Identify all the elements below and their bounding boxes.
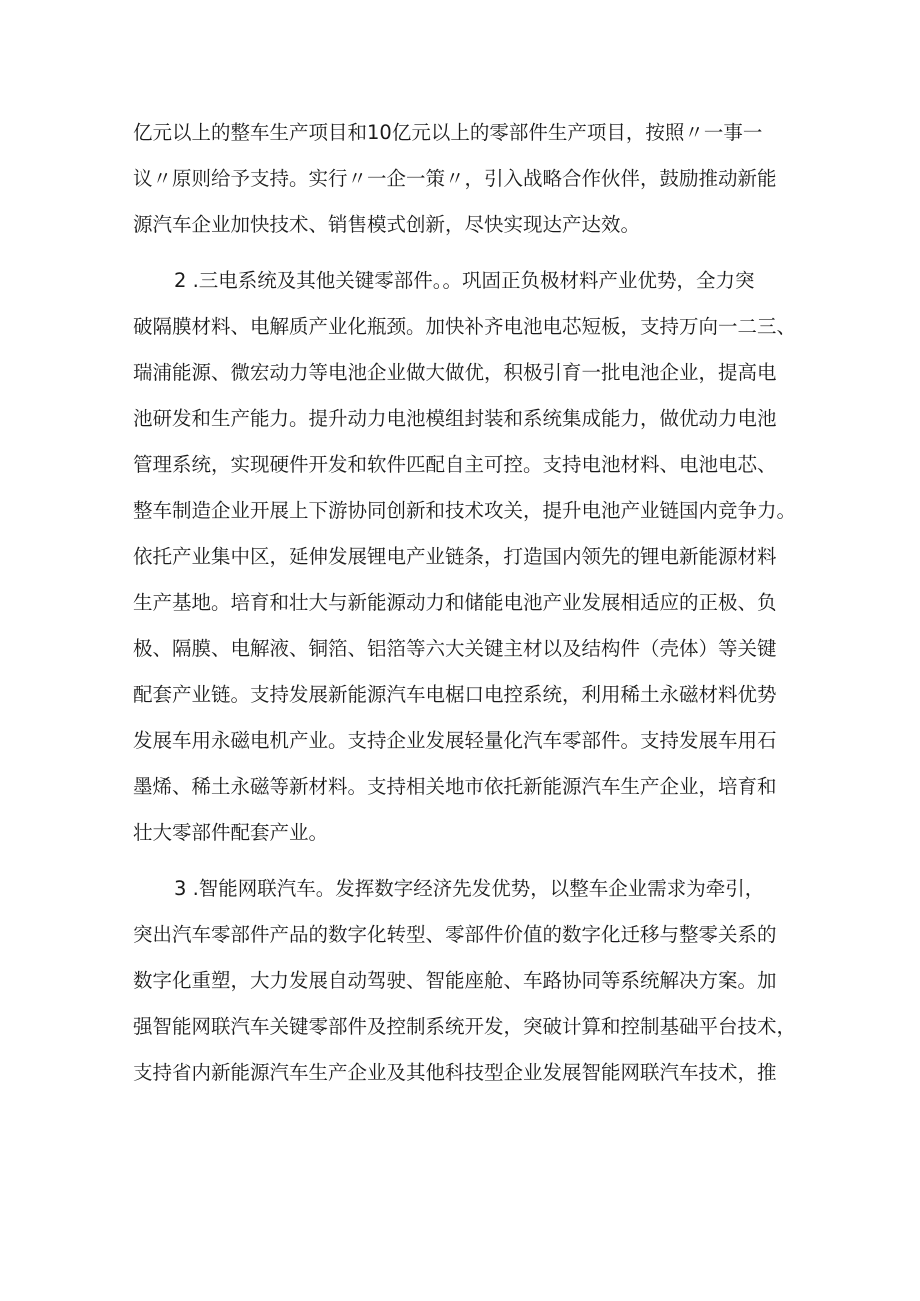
paragraph-gap [133, 856, 798, 866]
text-line: 管理系统，实现硬件开发和软件匹配自主可控。支持电池材料、电池电芯、 [133, 453, 777, 476]
text-line: 议〃原则给予支持。实行〃一企一策〃，引入战略合作伙伴，鼓励推动新能 [133, 167, 777, 190]
text-line: 池研发和生产能力。提升动力电池模组封装和系统集成能力，做优动力电池 [133, 407, 777, 430]
paragraph [133, 866, 798, 1096]
text-line: 墨烯、稀土永磁等新材料。支持相关地市依托新能源汽车生产企业，培育和 [133, 775, 777, 798]
text-line: 壮大零部件配套产业。 [133, 821, 329, 844]
document-body [133, 110, 798, 1096]
text-line: 依托产业集中区，延伸发展锂电产业链条，打造国内领先的锂电新能源材料 [133, 545, 777, 568]
text-line: 整车制造企业开展上下游协同创新和技术攻关，提升电池产业链国内竞争力。 [133, 499, 797, 522]
text-line: 极、隔膜、电解液、铜箔、铝箔等六大关键主材以及结构件（壳体）等关键 [133, 637, 777, 660]
text-line: 突出汽车零部件产品的数字化转型、零部件价值的数字化迁移与整零关系的 [133, 923, 777, 946]
text-line: 瑞浦能源、微宏动力等电池企业做大做优，积极引育一批电池企业，提高电 [133, 361, 777, 384]
paragraph-gap [133, 248, 798, 258]
text-line: 支持省内新能源汽车生产企业及其他科技型企业发展智能网联汽车技术，推 [133, 1061, 777, 1084]
text-line: 破隔膜材料、电解质产业化瓶颈。加快补齐电池电芯短板，支持万向一二三、 [133, 315, 797, 338]
text-line: 配套产业链。支持发展新能源汽车电椐口电控系统，利用稀土永磁材料优势 [133, 683, 777, 706]
paragraph [133, 110, 798, 248]
text-line: 亿元以上的整车生产项目和10亿元以上的零部件生产项目，按照〃一事一 [133, 121, 763, 144]
paragraph [133, 258, 798, 856]
text-line: 数字化重塑，大力发展自动驾驶、智能座舱、车路协同等系统解决方案。加 [133, 969, 777, 992]
text-line: 3 .智能网联汽车。发挥数字经济先发优势，以整车企业需求为牵引， [174, 877, 765, 900]
text-line: 2 .三电系统及其他关键零部件。。巩固正负极材料产业优势，全力突 [174, 269, 755, 292]
text-line: 生产基地。培育和壮大与新能源动力和储能电池产业发展相适应的正极、负 [133, 591, 777, 614]
text-line: 发展车用永磁电机产业。支持企业发展轻量化汽车零部件。支持发展车用石 [133, 729, 777, 752]
text-line: 源汽车企业加快技术、销售模式创新，尽快实现达产达效。 [133, 213, 641, 236]
text-line: 强智能网联汽车关键零部件及控制系统开发，突破计算和控制基础平台技术， [133, 1015, 797, 1038]
